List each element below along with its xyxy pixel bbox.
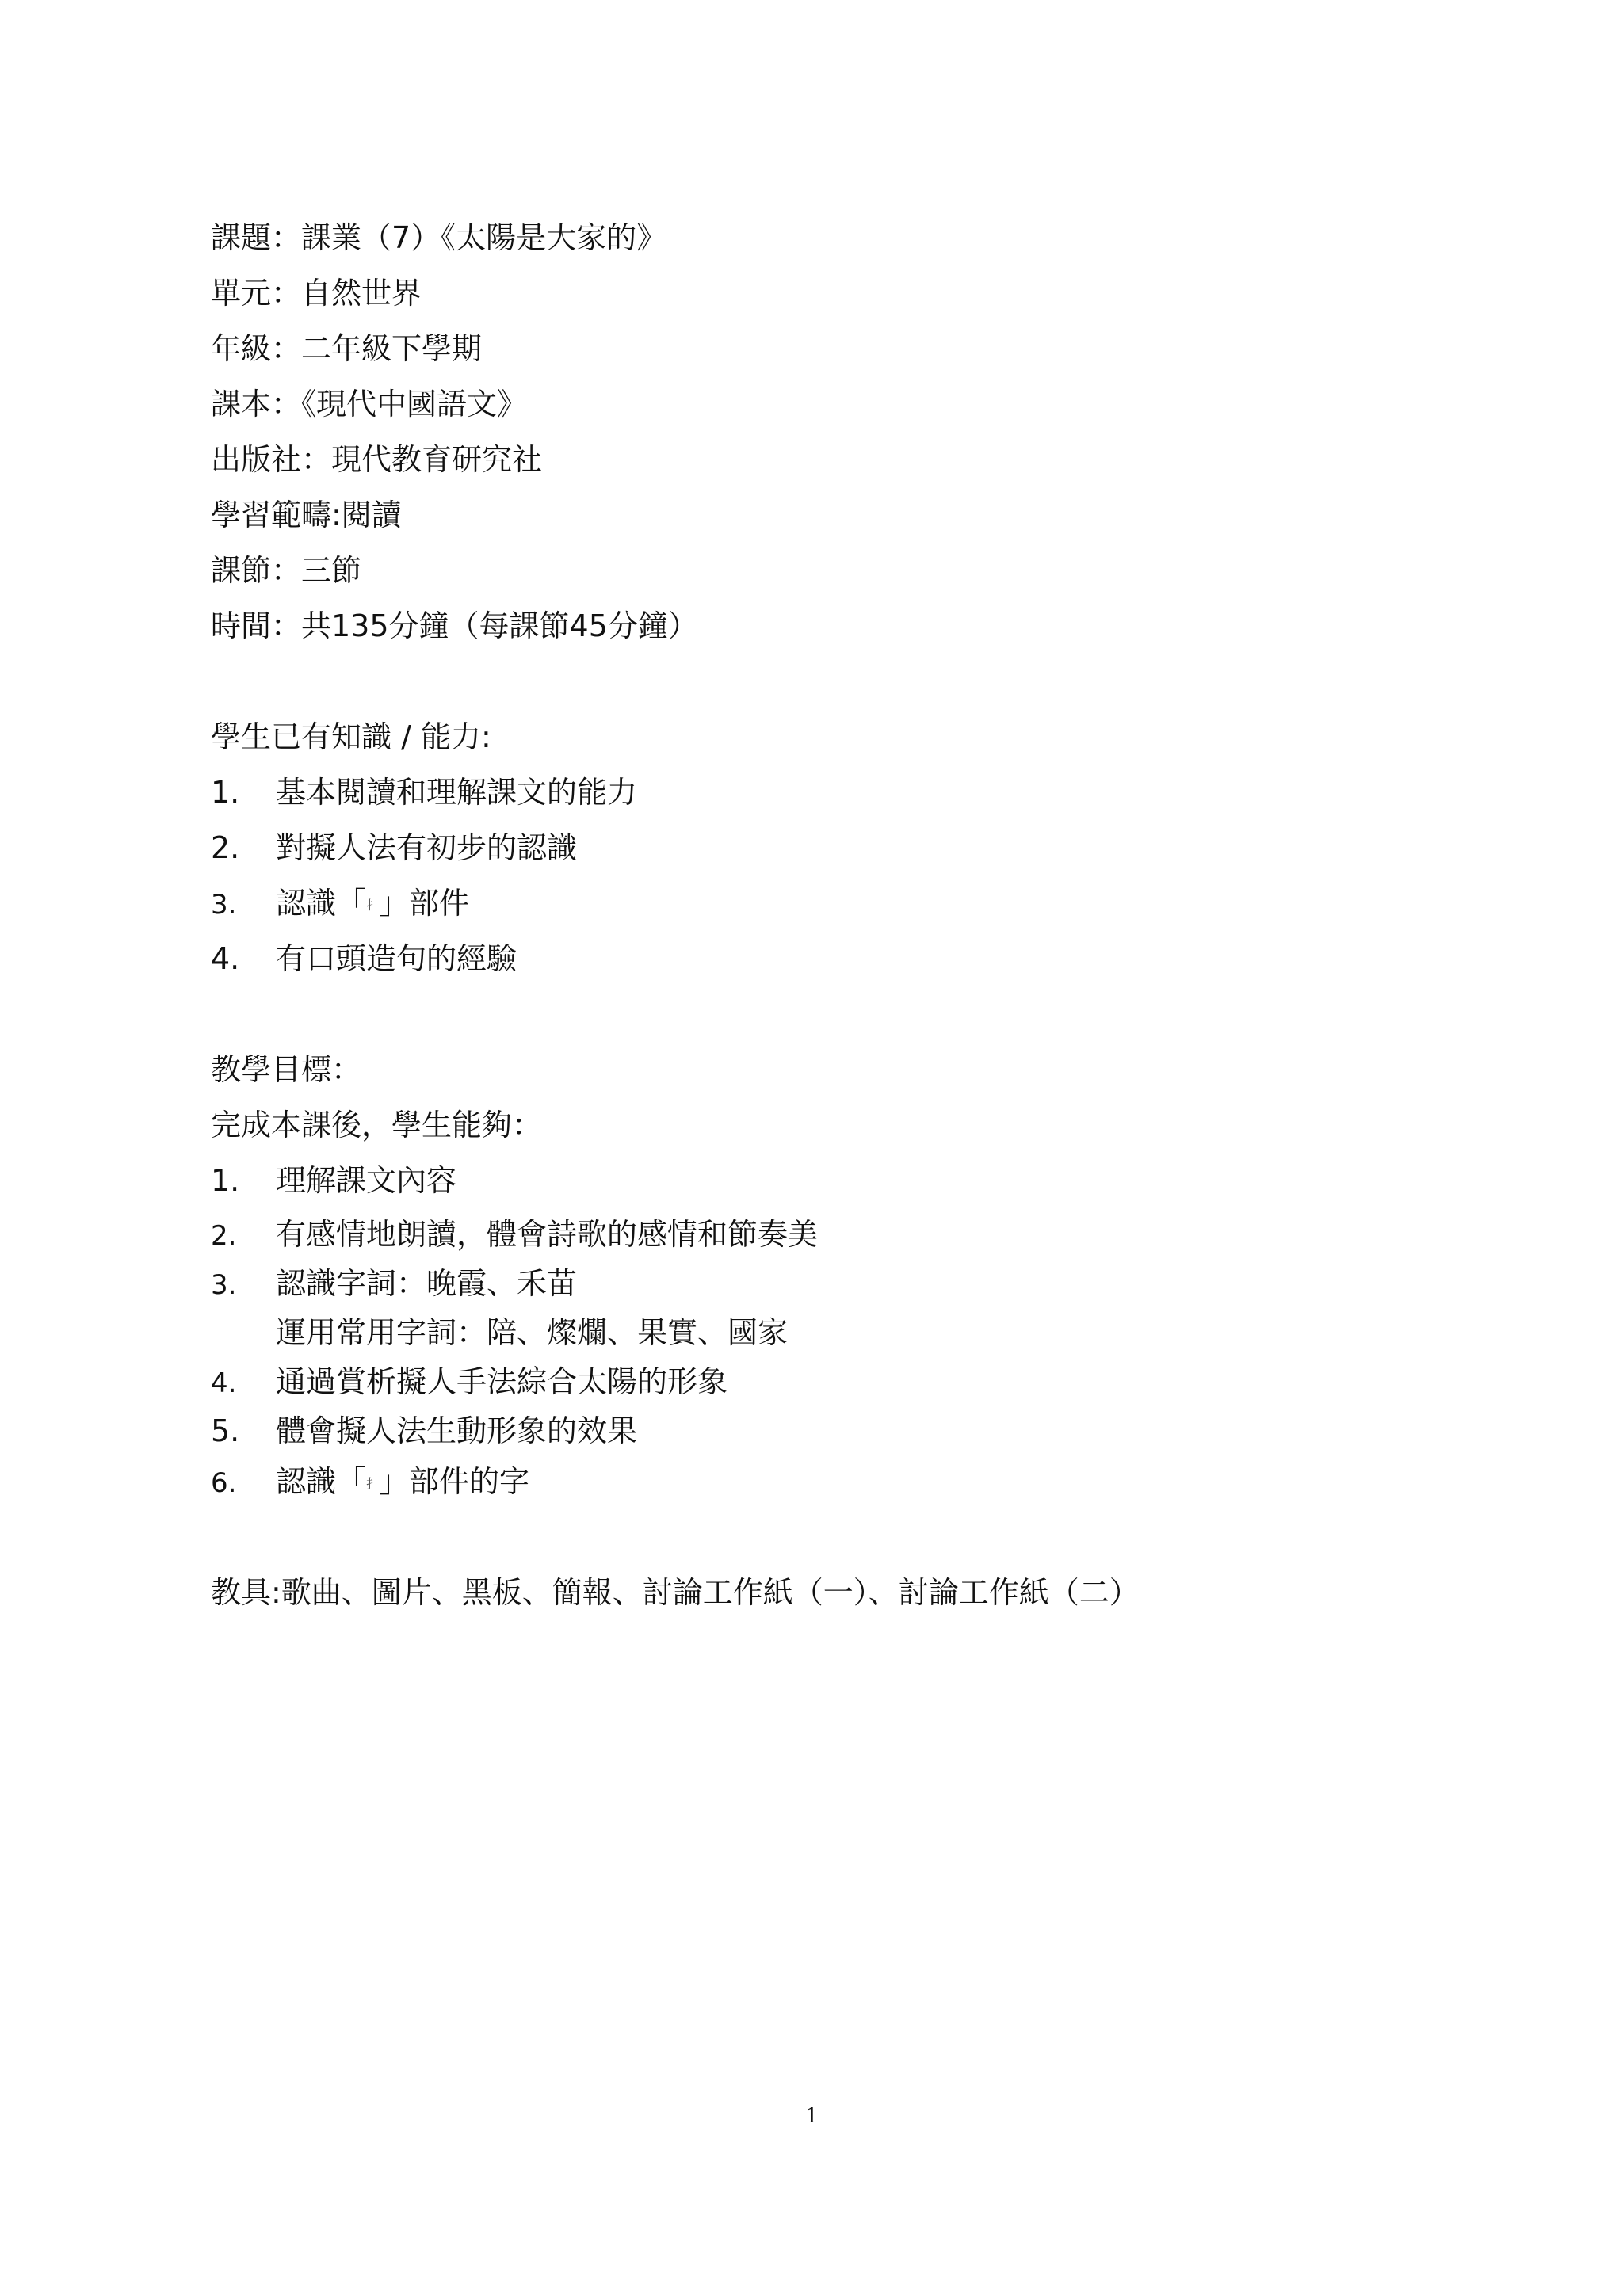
textbook-line: 課本：《現代中國語文》	[211, 387, 528, 421]
item-number: 1.	[211, 775, 240, 810]
radical-glyph: 扌	[366, 897, 380, 913]
item-text-after: 」部件	[379, 886, 470, 921]
item-text	[276, 1463, 529, 1503]
unit-line: 單元：自然世界	[211, 276, 422, 311]
topic-line: 課題：課業（7）《太陽是大家的》	[211, 220, 667, 255]
learning-domain-line: 學習範疇:閱讀	[211, 498, 402, 532]
item-number: 4.	[211, 941, 240, 976]
objective-continuation: 運用常用字詞：陪、燦爛、果實、國家	[276, 1315, 789, 1350]
objective-item	[211, 1463, 529, 1503]
lessons-line: 課節：三節	[211, 553, 362, 588]
item-number: 2.	[211, 830, 240, 865]
teaching-aids-line: 教具:歌曲、圖片、黑板、簡報、討論工作紙（一）、討論工作紙（二）	[211, 1575, 1140, 1610]
item-number: 5.	[211, 1413, 240, 1448]
item-number: 1.	[211, 1163, 240, 1198]
item-text	[276, 884, 469, 925]
objective-item	[211, 1215, 818, 1255]
item-text: 認識字詞：晚霞、禾苗	[276, 1266, 578, 1301]
item-text: 對擬人法有初步的認識	[276, 830, 578, 865]
radical-glyph: 扌	[366, 1475, 380, 1491]
item-number: 2.	[211, 1220, 237, 1252]
item-text: 有口頭造句的經驗	[276, 941, 517, 976]
grade-line: 年級：二年級下學期	[211, 331, 483, 366]
item-number: 6.	[211, 1467, 237, 1499]
item-text-after: 」部件的字	[379, 1464, 530, 1499]
item-text: 體會擬人法生動形象的效果	[276, 1413, 638, 1448]
prior-knowledge-item	[211, 940, 517, 978]
page-number: 1	[805, 2102, 818, 2128]
item-text: 基本閱讀和理解課文的能力	[276, 775, 638, 810]
objective-item	[211, 1264, 577, 1304]
item-text: 理解課文內容	[276, 1163, 457, 1198]
publisher-line: 出版社：現代教育研究社	[211, 442, 543, 477]
item-text-before: 認識「	[276, 1464, 367, 1499]
objectives-heading: 教學目標：	[211, 1052, 362, 1087]
prior-knowledge-item	[211, 884, 469, 925]
objectives-intro: 完成本課後，學生能夠：	[211, 1108, 543, 1142]
item-number: 3.	[211, 1269, 237, 1301]
time-line: 時間：共135分鐘（每課節45分鐘）	[211, 608, 698, 643]
item-text: 通過賞析擬人手法綜合太陽的形象	[276, 1364, 728, 1399]
objective-item	[211, 1161, 456, 1199]
prior-knowledge-heading: 學生已有知識 / 能力:	[211, 719, 491, 754]
item-text: 有感情地朗讀，體會詩歌的感情和節奏美	[276, 1217, 819, 1252]
prior-knowledge-item	[211, 829, 577, 867]
item-text-before: 認識「	[276, 886, 367, 921]
item-number: 3.	[211, 889, 237, 921]
objective-item	[211, 1363, 727, 1402]
item-number: 4.	[211, 1367, 237, 1399]
prior-knowledge-item	[211, 773, 637, 811]
objective-item	[211, 1412, 637, 1450]
